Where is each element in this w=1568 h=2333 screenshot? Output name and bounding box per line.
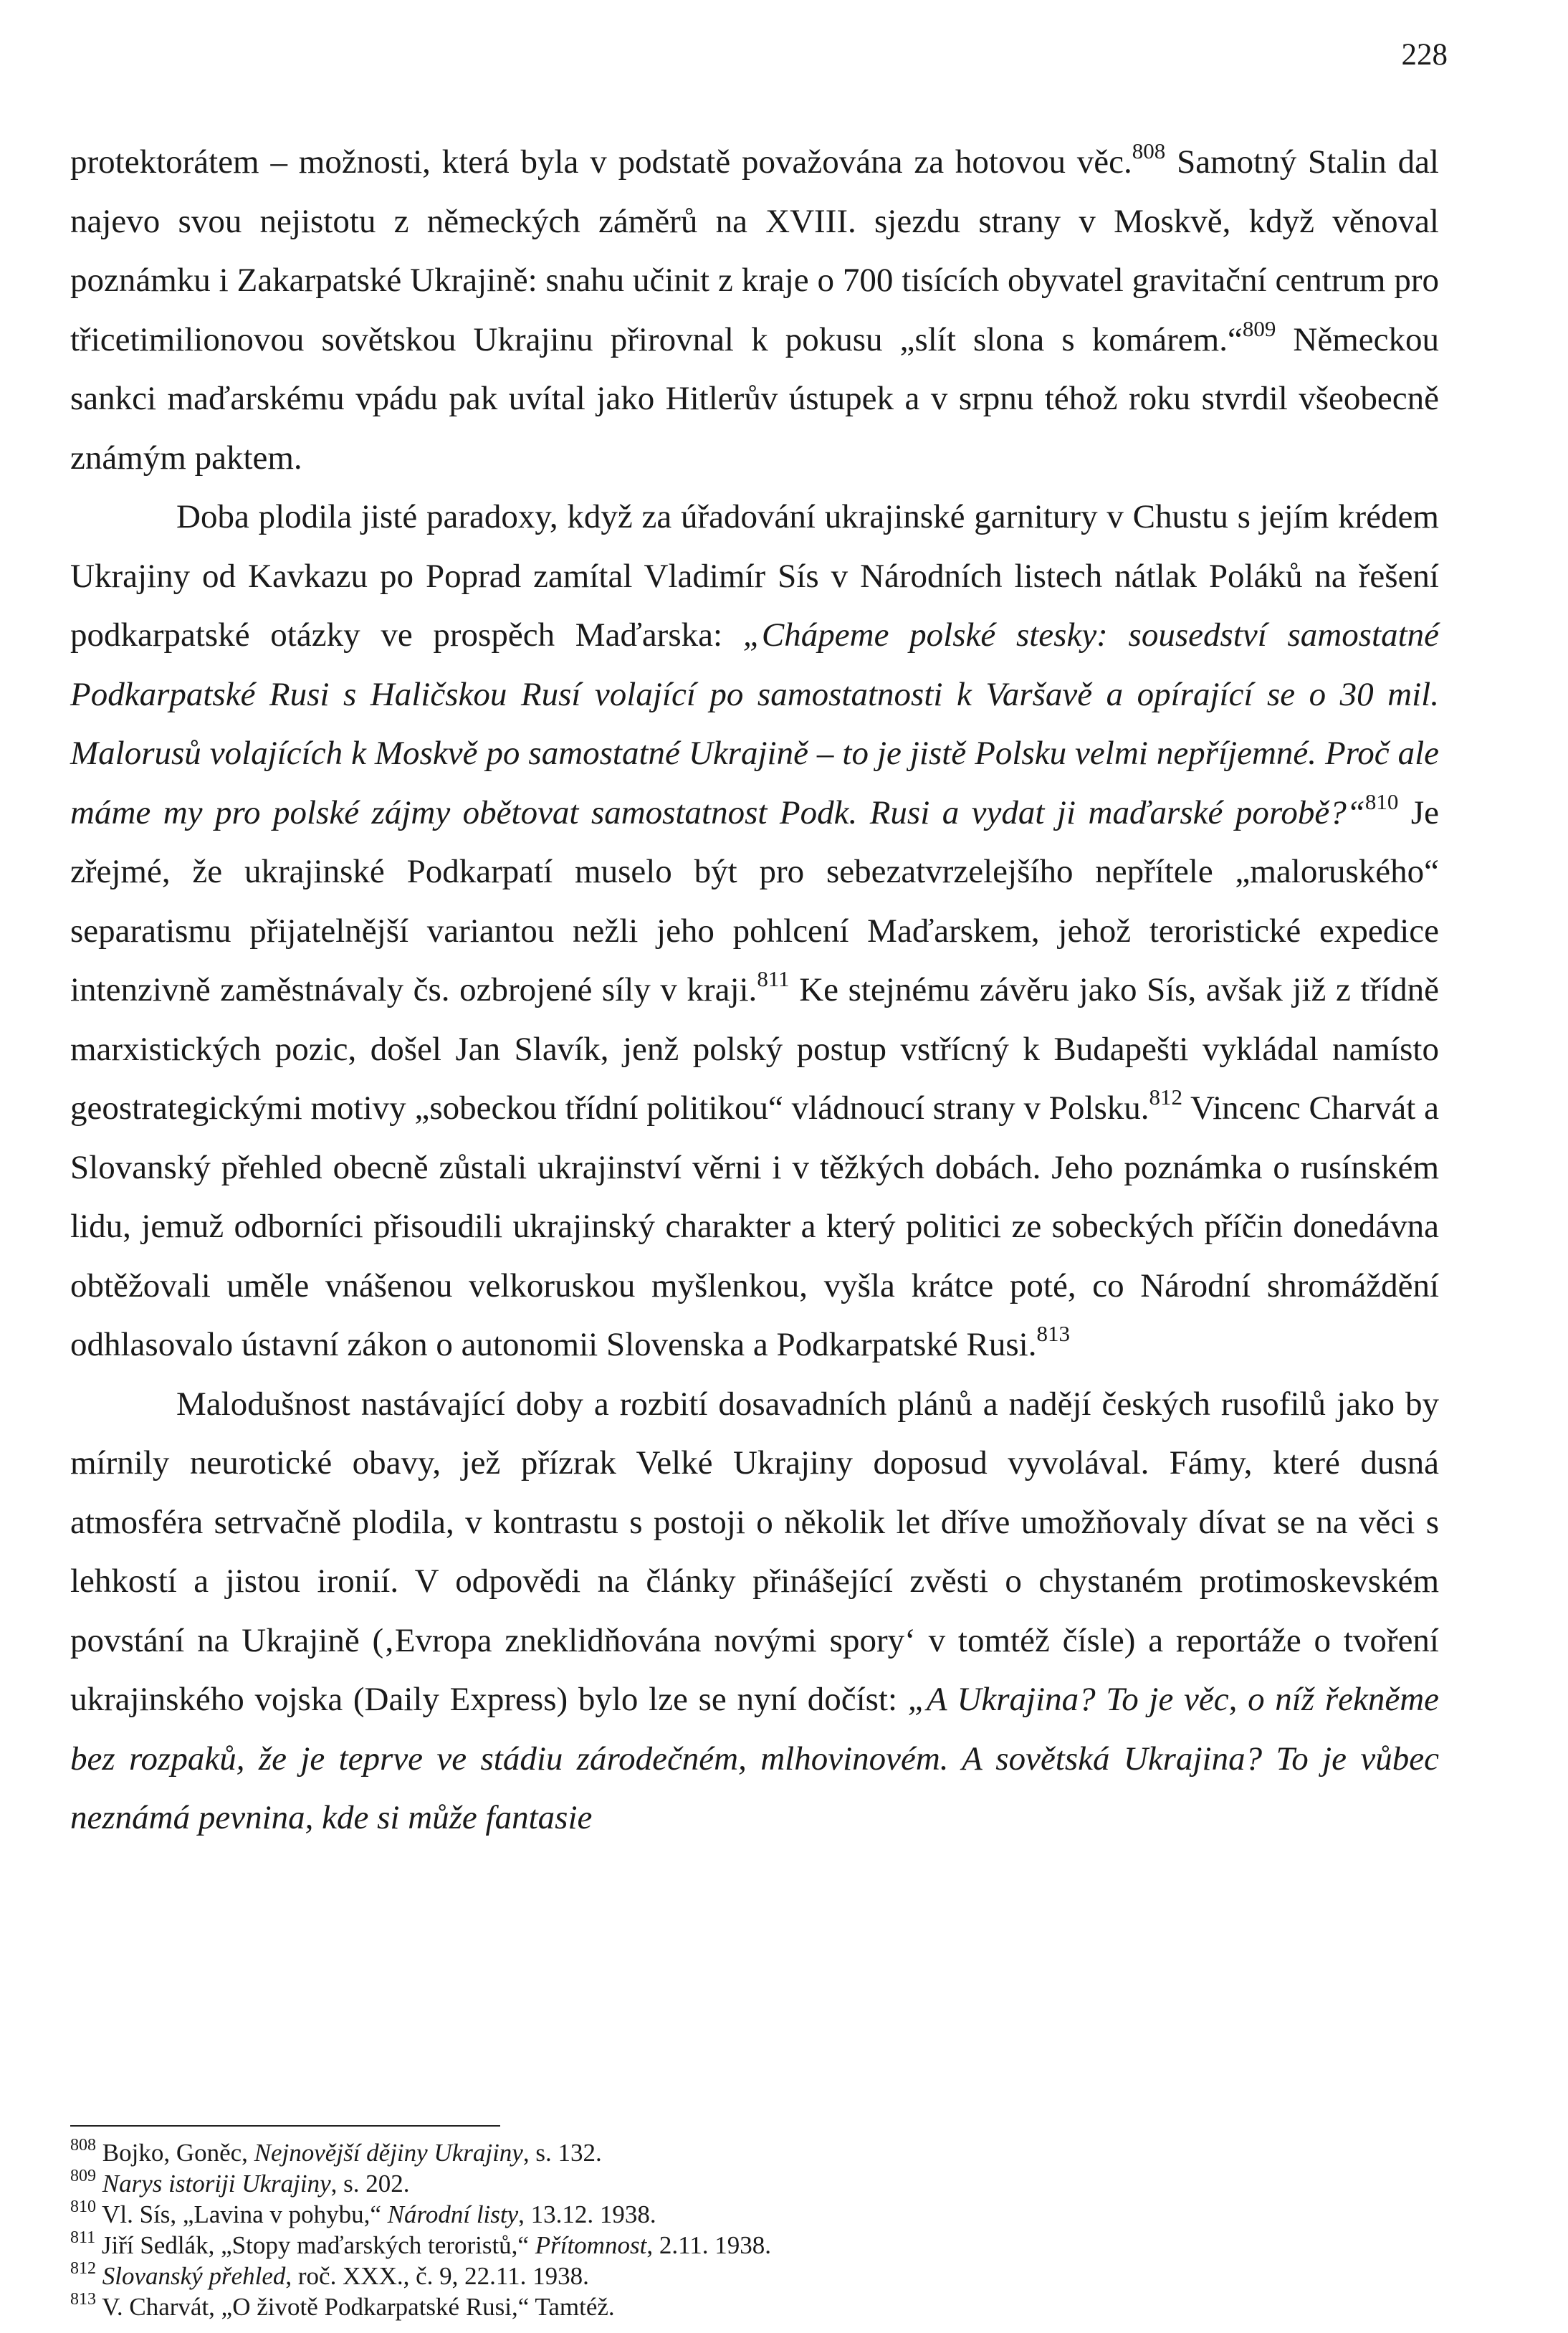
text-run: Je zřejmé, že ukrajinské Podkarpatí muselo být pro sebezatvrzelejšího nepřítele „maloruského“ separatismu přijatelnější variantou nežli jeho pohlcení Maďarskem, jehož teroristické expedice intenzivně zaměstnávaly čs. ozbrojené síly v kraji. (70, 793, 1439, 1008)
text-run: Vincenc Charvát a Slovanský přehled obecně zůstali ukrajinství věrni i v těžkých dobách. Jeho poznámka o rusínském lidu, jemuž odborníci přisoudili ukrajinský charakter a který politici ze sobeckých příčin donedávna obtěžovali uměle vnášenou velkoruskou myšlenkou, vyšla krátce poté, co Národní shromáždění odhlasovalo ústavní zákon o autonomii Slovenska a Podkarpatské Rusi. (70, 1089, 1439, 1363)
footnote-number: 809 (70, 2167, 96, 2186)
paragraph-3 (70, 1375, 1439, 1848)
footnote (70, 2291, 1289, 2322)
text-run (96, 2170, 102, 2198)
text-run (96, 2262, 102, 2290)
footnote-ref: 811 (757, 966, 790, 992)
footnote-number: 813 (70, 2290, 96, 2309)
main-text (70, 133, 1439, 1848)
text-run: Německou sankci maďarskému vpádu pak uvítal jako Hitlerův ústupek a v srpnu téhož roku stvrdil všeobecně známým paktem. (70, 320, 1439, 477)
footnote-number: 811 (70, 2228, 96, 2248)
footnote-ref: 810 (1364, 788, 1399, 814)
text-run: Bojko, Goněc, (96, 2139, 254, 2167)
italic-text: Nejnovější dějiny Ukrajiny (254, 2139, 523, 2167)
text-run: , s. 202. (330, 2170, 410, 2198)
footnote (70, 2168, 1289, 2199)
footnote (70, 2137, 1289, 2168)
footnote (70, 2199, 1289, 2230)
text-run: Malodušnost nastávající doby a rozbití dosavadních plánů a nadějí českých rusofilů jako by mírnily neurotické obavy, jež přízrak Velké Ukrajiny doposud vyvolával. Fámy, které dusná atmosféra setrvačně plodila, v kontrastu s postoji o několik let dříve umožňovaly dívat se na věci s lehkostí a jistou ironií. V odpovědi na články přinášející zvěsti o chystaném protimoskevském povstání na Ukrajině (‚Evropa zneklidňována novými spory‘ v tomtéž čísle) a reportáže o tvoření ukrajinského vojska (Daily Express) bylo lze se nyní dočíst: (70, 1385, 1439, 1718)
text-run: V. Charvát, „O životě Podkarpatské Rusi,“ Tamtéž. (96, 2293, 615, 2321)
page-number: 228 (1401, 38, 1448, 72)
footnote-number: 808 (70, 2136, 96, 2155)
italic-text: Přítomnost (535, 2231, 647, 2259)
footnote (70, 2261, 1289, 2291)
footnote-ref: 808 (1132, 138, 1166, 164)
text-run: Ke stejnému závěru jako Sís, avšak již z třídně marxistických pozic, došel Jan Slavík, jenž polský postup vstřícný k Budapešti vykládal namísto geostrategickými motivy „sobeckou třídní politikou“ vládnoucí strany v Polsku. (70, 971, 1439, 1127)
italic-text: „A Ukrajina? To je věc, o níž řekněme bez rozpaků, že je teprve ve stádiu zárodečném, mlhovinovém. A sovětská Ukrajina? To je vůbec neznámá pevnina, kde si může fantasie (70, 1681, 1440, 1836)
footnote-ref: 812 (1149, 1084, 1183, 1110)
text-run: , roč. XXX., č. 9, 22.11. 1938. (285, 2262, 589, 2290)
text-run: , 2.11. 1938. (646, 2231, 772, 2259)
text-run: Doba plodila jisté paradoxy, když za úřadování ukrajinské garnitury v Chustu s jejím krédem Ukrajiny od Kavkazu po Poprad zamítal Vladimír Sís v Národních listech nátlak Poláků na řešení podkarpatské otázky ve prospěch Maďarska: (70, 498, 1439, 654)
paragraph-1 (70, 133, 1439, 487)
footnotes (70, 2137, 1289, 2322)
italic-text: Narys istoriji Ukrajiny (102, 2170, 331, 2198)
text-run: Samotný Stalin dal najevo svou nejistotu z německých záměrů na XVIII. sjezdu strany v Moskvě, když věnoval poznámku i Zakarpatské Ukrajině: snahu učinit z kraje o 700 tisících obyvatel gravitační centrum pro třicetimilionovou sovětskou Ukrajinu přirovnal k pokusu „slít slona s komárem.“ (70, 143, 1439, 358)
italic-text: Národní listy (387, 2200, 519, 2228)
text-run: , s. 132. (522, 2139, 602, 2167)
text-run: Jiří Sedlák, „Stopy maďarských teroristů,“ (95, 2231, 535, 2259)
footnote-ref: 813 (1036, 1321, 1070, 1347)
footnote-number: 810 (70, 2198, 96, 2217)
italic-text: Slovanský přehled (102, 2262, 286, 2290)
footnote-ref: 809 (1242, 315, 1276, 341)
footnote (70, 2230, 1289, 2261)
italic-text: „Chápeme polské stesky: sousedství samostatné Podkarpatské Rusi s Haličskou Rusí volající po samostatnosti k Varšavě a opírající se o 30 mil. Malorusů volajících k Moskvě po samostatné Ukrajině – to je jistě Polsku velmi nepříjemné. Proč ale máme my pro polské zájmy obětovat samostatnost Podk. Rusi a vydat ji maďarské porobě?“ (70, 616, 1439, 831)
text-run: protektorátem – možnosti, která byla v podstatě považována za hotovou věc. (70, 143, 1132, 181)
text-run: Vl. Sís, „Lavina v pohybu,“ (96, 2200, 388, 2228)
footnote-divider (70, 2125, 500, 2127)
paragraph-2 (70, 487, 1439, 1375)
footnote-number: 812 (70, 2259, 96, 2279)
text-run: , 13.12. 1938. (518, 2200, 656, 2228)
